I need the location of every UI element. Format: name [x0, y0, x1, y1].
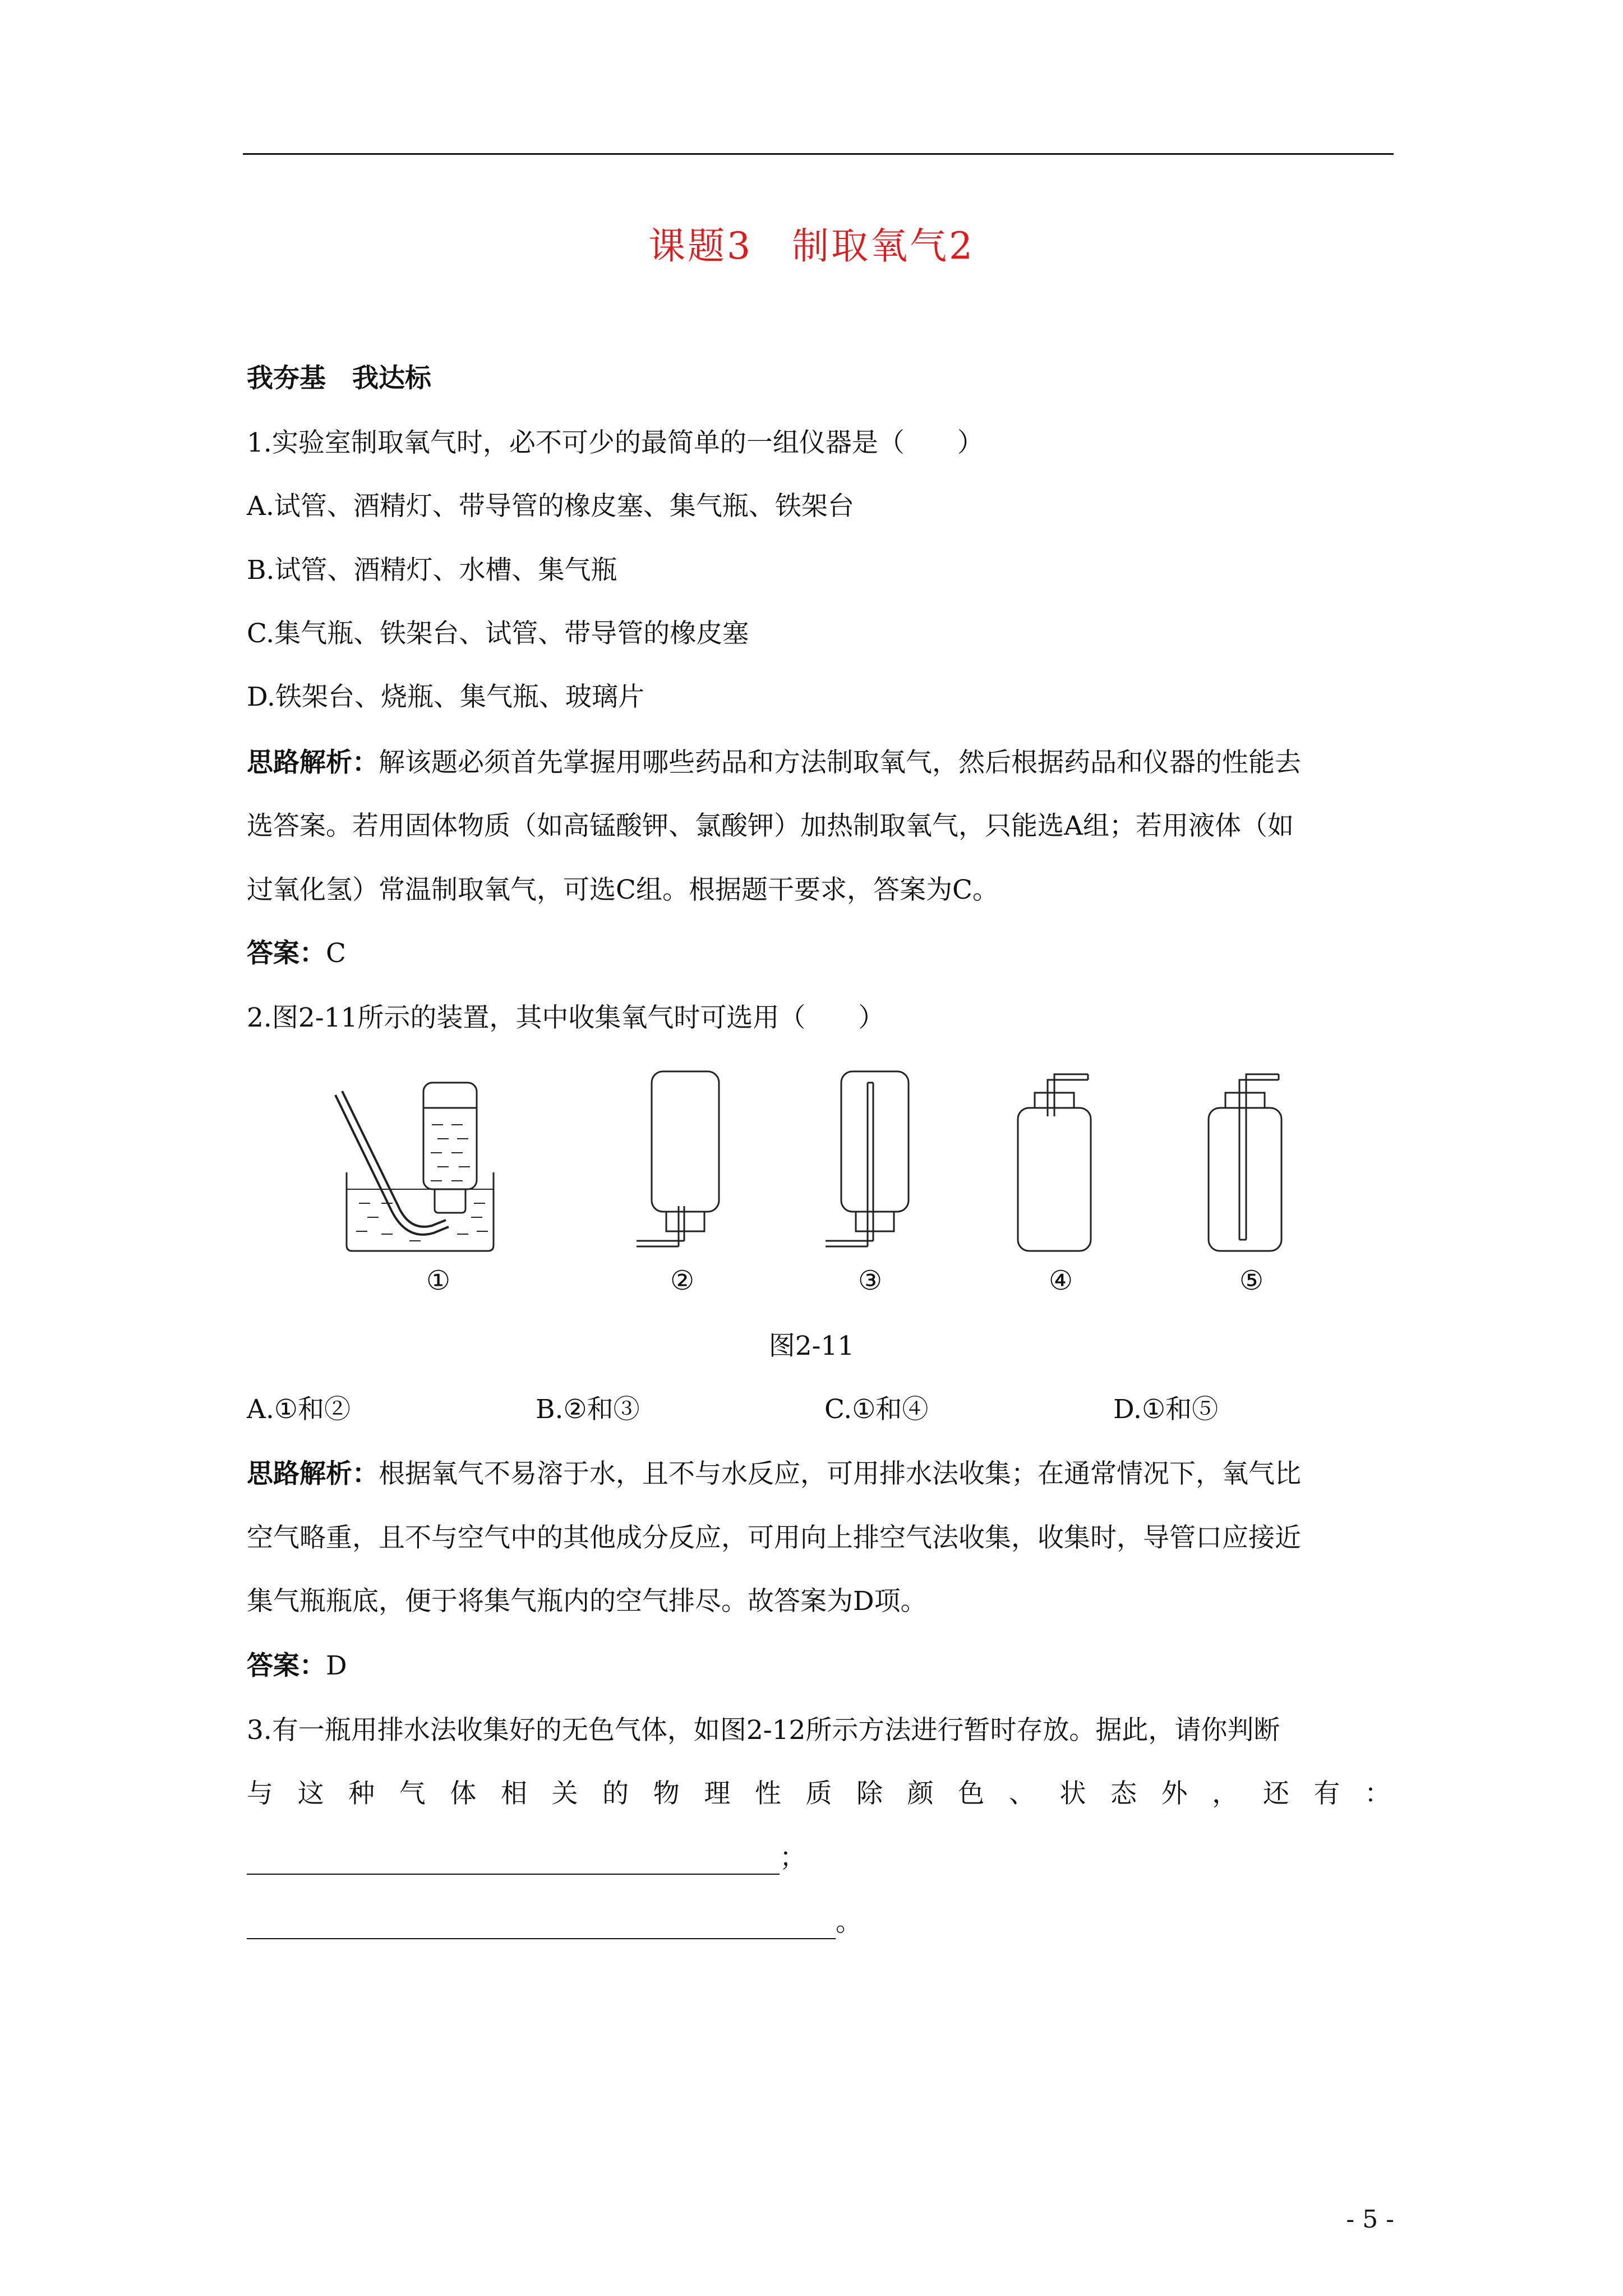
q1-answer — [247, 937, 346, 970]
q3-answer-blank-1[interactable] — [247, 1848, 780, 1875]
page-title: 课题3 制取氧气2 — [648, 224, 975, 268]
q3-blank-1-punct: ； — [780, 1842, 806, 1873]
gas-collection-figure — [331, 1066, 1284, 1313]
q1-option-c: C.集气瓶、铁架台、试管、带导管的橡皮塞 — [247, 618, 749, 649]
apparatus-upright-bottle-short-tube — [1018, 1074, 1091, 1251]
q2-option-a: A.①和② — [247, 1394, 351, 1425]
q3-stem-line-1: 3.有一瓶用排水法收集好的无色气体，如图2-12所示方法进行暂时存放。据此，请你判断 — [247, 1715, 1280, 1746]
figure-caption: 图2-11 — [768, 1331, 855, 1361]
apparatus-water-trough — [335, 1083, 494, 1251]
q2-option-c: C.①和④ — [824, 1394, 929, 1425]
q2-analysis-line-2: 空气略重，且不与空气中的其他成分反应，可用向上排空气法收集，收集时，导管口应接近 — [247, 1522, 1301, 1553]
q1-option-b: B.试管、酒精灯、水槽、集气瓶 — [247, 555, 617, 586]
q2-answer — [247, 1649, 347, 1683]
q2-stem: 2.图2-11所示的装置，其中收集氧气时可选用（ ） — [247, 1002, 885, 1033]
q3-answer-blank-2[interactable] — [247, 1912, 836, 1939]
q1-analysis-line-1 — [247, 746, 1301, 780]
q3-stem-line-2: 与这种气体相关的物理性质除颜色、状态外，还有： — [247, 1778, 1391, 1809]
apparatus-inverted-bottle-short-tube — [637, 1071, 719, 1246]
apparatus-inverted-bottle-long-tube — [826, 1071, 909, 1246]
figure-label-4: ④ — [1049, 1265, 1073, 1296]
q2-answer-value: D — [326, 1650, 347, 1681]
q2-analysis-text-1: 根据氧气不易溶于水，且不与水反应，可用排水法收集；在通常情况下，氧气比 — [379, 1458, 1301, 1489]
q3-blank-line-2 — [247, 1906, 862, 1939]
q2-analysis-line-1 — [247, 1457, 1301, 1491]
q2-analysis-line-3: 集气瓶瓶底，便于将集气瓶内的空气排尽。故答案为D项。 — [247, 1586, 927, 1617]
q1-answer-value: C — [326, 938, 346, 969]
q1-option-a: A.试管、酒精灯、带导管的橡皮塞、集气瓶、铁架台 — [247, 491, 854, 522]
q1-option-d: D.铁架台、烧瓶、集气瓶、玻璃片 — [247, 682, 644, 712]
header-rule — [243, 153, 1394, 155]
q1-analysis-label: 思路解析： — [247, 747, 379, 778]
q2-answer-label: 答案： — [247, 1650, 326, 1681]
figure-label-2: ② — [670, 1265, 695, 1296]
section-heading: 我夯基 我达标 — [247, 363, 431, 394]
q1-analysis-line-2: 选答案。若用固体物质（如高锰酸钾、氯酸钾）加热制取氧气，只能选A组；若用液体（如 — [247, 811, 1294, 841]
figure-label-1: ① — [426, 1265, 451, 1296]
q1-stem: 1.实验室制取氧气时，必不可少的最简单的一组仪器是（ ） — [247, 427, 984, 458]
figure-label-5: ⑤ — [1239, 1265, 1264, 1296]
page-number: - 5 - — [1346, 2205, 1394, 2234]
q1-analysis-text-1: 解该题必须首先掌握用哪些药品和方法制取氧气，然后根据药品和仪器的性能去 — [379, 747, 1301, 778]
q2-option-d: D.①和⑤ — [1113, 1394, 1219, 1425]
q2-analysis-label: 思路解析： — [247, 1458, 379, 1489]
q2-option-b: B.②和③ — [536, 1394, 640, 1425]
q1-answer-label: 答案： — [247, 938, 326, 969]
figure-label-3: ③ — [858, 1265, 883, 1296]
q3-blank-line-1 — [247, 1841, 806, 1875]
q1-analysis-line-3: 过氧化氢）常温制取氧气，可选C组。根据题干要求，答案为C。 — [247, 875, 999, 905]
q3-blank-2-punct: 。 — [836, 1907, 862, 1938]
apparatus-upright-bottle-long-tube — [1209, 1074, 1281, 1251]
